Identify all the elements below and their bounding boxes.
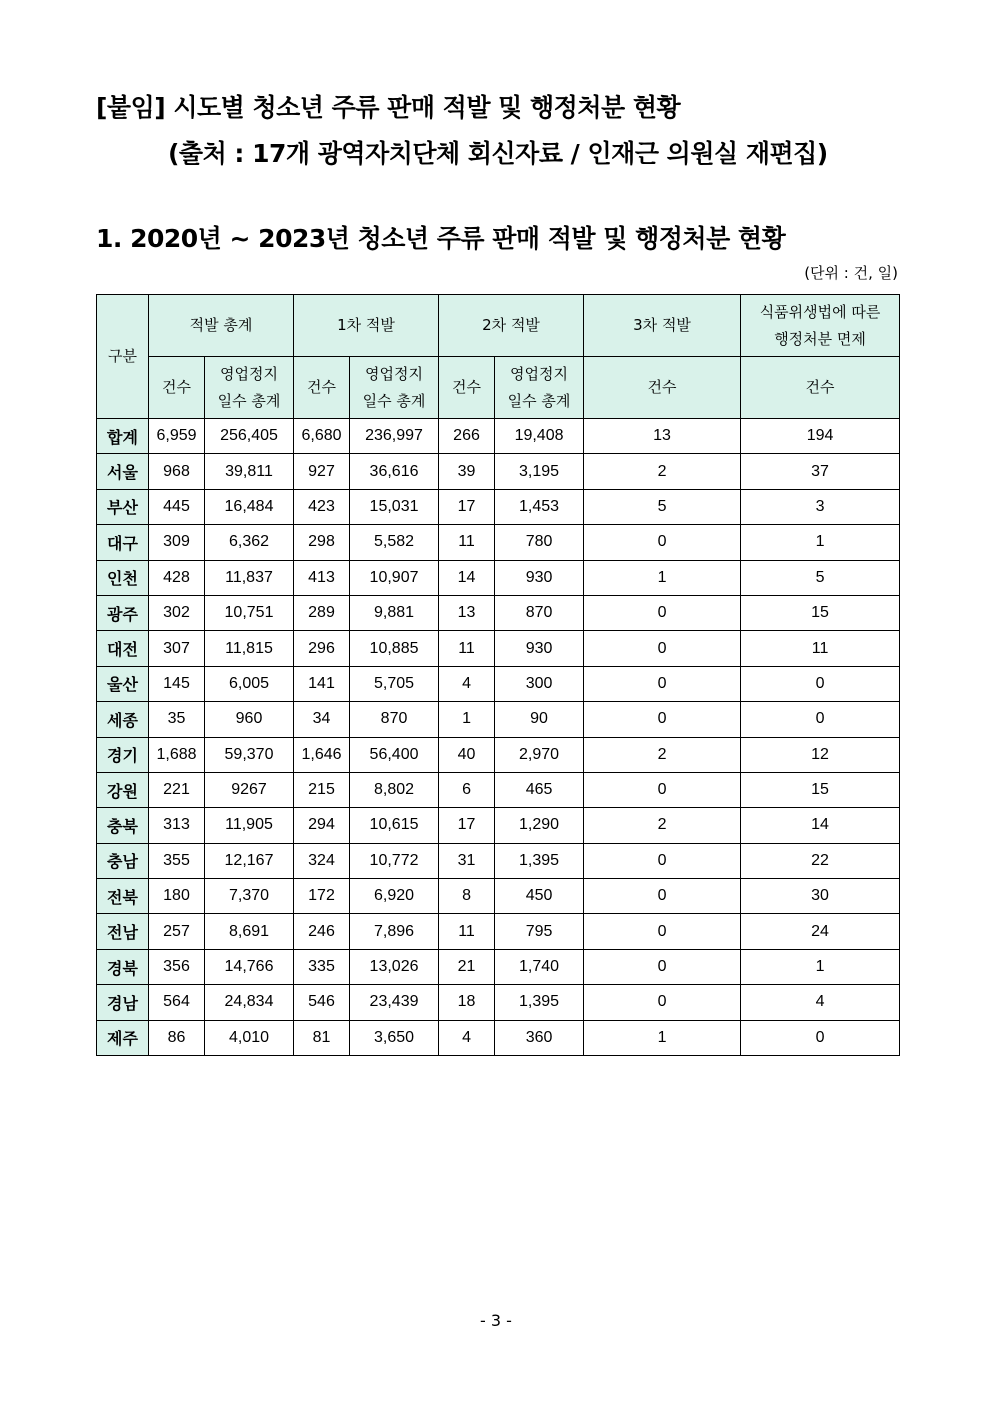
region-cell: 전남	[97, 914, 149, 949]
region-cell: 서울	[97, 454, 149, 489]
cell-exempt-count: 30	[741, 879, 900, 914]
cell-second-days: 2,970	[495, 737, 584, 772]
cell-exempt-count: 5	[741, 560, 900, 595]
cell-total-days: 9267	[205, 772, 294, 807]
cell-first-days: 10,907	[350, 560, 439, 595]
cell-exempt-count: 15	[741, 772, 900, 807]
cell-first-days: 8,802	[350, 772, 439, 807]
cell-second-days: 1,290	[495, 808, 584, 843]
cell-first-count: 141	[294, 666, 350, 701]
cell-second-count: 14	[439, 560, 495, 595]
cell-second-days: 465	[495, 772, 584, 807]
cell-second-days: 780	[495, 525, 584, 560]
cell-first-count: 324	[294, 843, 350, 878]
cell-total-count: 313	[149, 808, 205, 843]
cell-first-count: 927	[294, 454, 350, 489]
cell-second-days: 450	[495, 879, 584, 914]
table-row	[97, 879, 900, 914]
header-first-days	[350, 357, 439, 419]
cell-third-count: 2	[584, 808, 741, 843]
cell-first-days: 5,582	[350, 525, 439, 560]
cell-first-days: 10,885	[350, 631, 439, 666]
cell-total-days: 14,766	[205, 949, 294, 984]
cell-exempt-count: 4	[741, 985, 900, 1020]
table-row	[97, 560, 900, 595]
cell-total-count: 6,959	[149, 419, 205, 454]
header-second-count: 건수	[439, 357, 495, 419]
cell-first-count: 1,646	[294, 737, 350, 772]
header-days-line1: 영업정지	[220, 364, 278, 383]
cell-total-days: 10,751	[205, 595, 294, 630]
cell-third-count: 1	[584, 560, 741, 595]
header-days-line2: 일수 총계	[362, 391, 426, 410]
cell-first-days: 870	[350, 702, 439, 737]
cell-total-count: 86	[149, 1020, 205, 1055]
cell-first-count: 298	[294, 525, 350, 560]
table-row	[97, 772, 900, 807]
table-row	[97, 985, 900, 1020]
header-second-days	[495, 357, 584, 419]
table-row	[97, 631, 900, 666]
cell-total-days: 12,167	[205, 843, 294, 878]
header-days-line1: 영업정지	[510, 364, 569, 383]
cell-first-count: 423	[294, 489, 350, 524]
cell-third-count: 2	[584, 737, 741, 772]
cell-second-count: 17	[439, 489, 495, 524]
cell-first-count: 172	[294, 879, 350, 914]
header-first: 1차 적발	[294, 295, 439, 357]
cell-second-days: 1,395	[495, 985, 584, 1020]
cell-total-count: 35	[149, 702, 205, 737]
cell-first-days: 6,920	[350, 879, 439, 914]
cell-second-count: 39	[439, 454, 495, 489]
cell-second-count: 6	[439, 772, 495, 807]
table-row	[97, 419, 900, 454]
cell-second-days: 1,740	[495, 949, 584, 984]
cell-total-days: 8,691	[205, 914, 294, 949]
cell-first-days: 15,031	[350, 489, 439, 524]
cell-exempt-count: 24	[741, 914, 900, 949]
cell-second-count: 4	[439, 666, 495, 701]
region-cell: 대전	[97, 631, 149, 666]
cell-second-days: 1,395	[495, 843, 584, 878]
cell-exempt-count: 1	[741, 525, 900, 560]
header-third-count: 건수	[584, 357, 741, 419]
cell-second-count: 13	[439, 595, 495, 630]
cell-second-days: 3,195	[495, 454, 584, 489]
cell-first-count: 335	[294, 949, 350, 984]
region-cell: 경남	[97, 985, 149, 1020]
region-cell: 울산	[97, 666, 149, 701]
header-total-count: 건수	[149, 357, 205, 419]
cell-total-days: 16,484	[205, 489, 294, 524]
cell-second-count: 11	[439, 631, 495, 666]
cell-third-count: 0	[584, 772, 741, 807]
cell-first-days: 36,616	[350, 454, 439, 489]
cell-third-count: 2	[584, 454, 741, 489]
cell-exempt-count: 0	[741, 702, 900, 737]
region-cell: 충북	[97, 808, 149, 843]
region-cell: 제주	[97, 1020, 149, 1055]
page-number: - 3 -	[480, 1311, 512, 1330]
cell-first-days: 5,705	[350, 666, 439, 701]
cell-third-count: 13	[584, 419, 741, 454]
cell-total-count: 1,688	[149, 737, 205, 772]
cell-third-count: 0	[584, 702, 741, 737]
cell-total-count: 180	[149, 879, 205, 914]
cell-total-days: 39,811	[205, 454, 294, 489]
cell-total-count: 968	[149, 454, 205, 489]
region-cell: 합계	[97, 419, 149, 454]
cell-second-days: 795	[495, 914, 584, 949]
cell-exempt-count: 15	[741, 595, 900, 630]
table-row	[97, 525, 900, 560]
document-title: [붙임] 시도별 청소년 주류 판매 적발 및 행정처분 현황	[96, 93, 681, 122]
cell-total-days: 11,837	[205, 560, 294, 595]
cell-first-count: 296	[294, 631, 350, 666]
table-body	[97, 419, 900, 1056]
cell-total-count: 445	[149, 489, 205, 524]
cell-first-count: 289	[294, 595, 350, 630]
header-total-days	[205, 357, 294, 419]
table-row	[97, 808, 900, 843]
header-days-line2: 일수 총계	[217, 391, 281, 410]
cell-exempt-count: 12	[741, 737, 900, 772]
cell-total-count: 355	[149, 843, 205, 878]
header-days-line2: 일수 총계	[507, 391, 571, 410]
cell-second-count: 1	[439, 702, 495, 737]
cell-third-count: 0	[584, 631, 741, 666]
table-header	[97, 295, 900, 419]
cell-first-days: 13,026	[350, 949, 439, 984]
cell-first-days: 236,997	[350, 419, 439, 454]
cell-total-days: 6,005	[205, 666, 294, 701]
cell-first-count: 215	[294, 772, 350, 807]
cell-second-count: 40	[439, 737, 495, 772]
cell-second-count: 266	[439, 419, 495, 454]
region-cell: 전북	[97, 879, 149, 914]
header-exempt-line2: 행정처분 면제	[774, 329, 866, 348]
cell-exempt-count: 14	[741, 808, 900, 843]
region-cell: 경북	[97, 949, 149, 984]
cell-total-days: 4,010	[205, 1020, 294, 1055]
cell-second-days: 870	[495, 595, 584, 630]
cell-total-count: 356	[149, 949, 205, 984]
cell-third-count: 0	[584, 525, 741, 560]
cell-total-days: 59,370	[205, 737, 294, 772]
cell-first-days: 3,650	[350, 1020, 439, 1055]
cell-total-count: 309	[149, 525, 205, 560]
table-row	[97, 595, 900, 630]
cell-third-count: 0	[584, 666, 741, 701]
table-row	[97, 843, 900, 878]
header-exempt-line1: 식품위생법에 따른	[759, 302, 881, 321]
cell-exempt-count: 11	[741, 631, 900, 666]
region-cell: 인천	[97, 560, 149, 595]
section-title: 1. 2020년 ~ 2023년 청소년 주류 판매 적발 및 행정처분 현황	[96, 224, 786, 253]
table-row	[97, 702, 900, 737]
cell-second-days: 90	[495, 702, 584, 737]
cell-second-days: 930	[495, 631, 584, 666]
cell-exempt-count: 1	[741, 949, 900, 984]
cell-third-count: 1	[584, 1020, 741, 1055]
table-row	[97, 737, 900, 772]
cell-first-count: 6,680	[294, 419, 350, 454]
cell-total-days: 960	[205, 702, 294, 737]
header-region: 구분	[97, 295, 149, 419]
region-cell: 충남	[97, 843, 149, 878]
cell-total-count: 145	[149, 666, 205, 701]
cell-first-count: 246	[294, 914, 350, 949]
cell-exempt-count: 37	[741, 454, 900, 489]
cell-first-count: 413	[294, 560, 350, 595]
region-cell: 강원	[97, 772, 149, 807]
cell-total-days: 11,815	[205, 631, 294, 666]
region-cell: 부산	[97, 489, 149, 524]
header-total: 적발 총계	[149, 295, 294, 357]
cell-second-count: 21	[439, 949, 495, 984]
cell-third-count: 0	[584, 595, 741, 630]
document-source: (출처 : 17개 광역자치단체 회신자료 / 인재근 의원실 재편집)	[168, 139, 828, 168]
cell-total-count: 221	[149, 772, 205, 807]
cell-exempt-count: 3	[741, 489, 900, 524]
cell-first-count: 546	[294, 985, 350, 1020]
cell-third-count: 0	[584, 914, 741, 949]
cell-first-days: 23,439	[350, 985, 439, 1020]
cell-second-count: 18	[439, 985, 495, 1020]
table-row	[97, 914, 900, 949]
cell-third-count: 0	[584, 843, 741, 878]
table-row	[97, 454, 900, 489]
cell-total-days: 256,405	[205, 419, 294, 454]
table-row	[97, 489, 900, 524]
cell-second-count: 4	[439, 1020, 495, 1055]
cell-first-count: 294	[294, 808, 350, 843]
cell-total-count: 307	[149, 631, 205, 666]
unit-note: (단위 : 건, 일)	[804, 264, 898, 282]
cell-first-count: 34	[294, 702, 350, 737]
cell-third-count: 0	[584, 949, 741, 984]
cell-total-count: 428	[149, 560, 205, 595]
cell-second-count: 31	[439, 843, 495, 878]
cell-total-count: 564	[149, 985, 205, 1020]
cell-second-count: 17	[439, 808, 495, 843]
region-cell: 광주	[97, 595, 149, 630]
cell-second-days: 300	[495, 666, 584, 701]
cell-second-count: 11	[439, 914, 495, 949]
enforcement-table	[96, 294, 900, 1056]
region-cell: 대구	[97, 525, 149, 560]
cell-total-count: 302	[149, 595, 205, 630]
cell-third-count: 0	[584, 879, 741, 914]
header-second: 2차 적발	[439, 295, 584, 357]
cell-second-days: 360	[495, 1020, 584, 1055]
cell-third-count: 5	[584, 489, 741, 524]
table-row	[97, 1020, 900, 1055]
cell-exempt-count: 22	[741, 843, 900, 878]
cell-exempt-count: 0	[741, 666, 900, 701]
cell-third-count: 0	[584, 985, 741, 1020]
cell-total-count: 257	[149, 914, 205, 949]
header-exempt-count: 건수	[741, 357, 900, 419]
cell-first-days: 10,615	[350, 808, 439, 843]
header-days-line1: 영업정지	[365, 364, 423, 383]
cell-first-days: 56,400	[350, 737, 439, 772]
header-third: 3차 적발	[584, 295, 741, 357]
cell-second-count: 8	[439, 879, 495, 914]
header-first-count: 건수	[294, 357, 350, 419]
cell-first-days: 10,772	[350, 843, 439, 878]
cell-total-days: 24,834	[205, 985, 294, 1020]
cell-second-days: 19,408	[495, 419, 584, 454]
table-row	[97, 666, 900, 701]
cell-second-days: 930	[495, 560, 584, 595]
cell-first-days: 9,881	[350, 595, 439, 630]
cell-second-count: 11	[439, 525, 495, 560]
cell-total-days: 7,370	[205, 879, 294, 914]
cell-exempt-count: 0	[741, 1020, 900, 1055]
header-exempt	[741, 295, 900, 357]
cell-first-days: 7,896	[350, 914, 439, 949]
cell-exempt-count: 194	[741, 419, 900, 454]
cell-total-days: 11,905	[205, 808, 294, 843]
table-row	[97, 949, 900, 984]
cell-total-days: 6,362	[205, 525, 294, 560]
region-cell: 경기	[97, 737, 149, 772]
cell-first-count: 81	[294, 1020, 350, 1055]
cell-second-days: 1,453	[495, 489, 584, 524]
region-cell: 세종	[97, 702, 149, 737]
